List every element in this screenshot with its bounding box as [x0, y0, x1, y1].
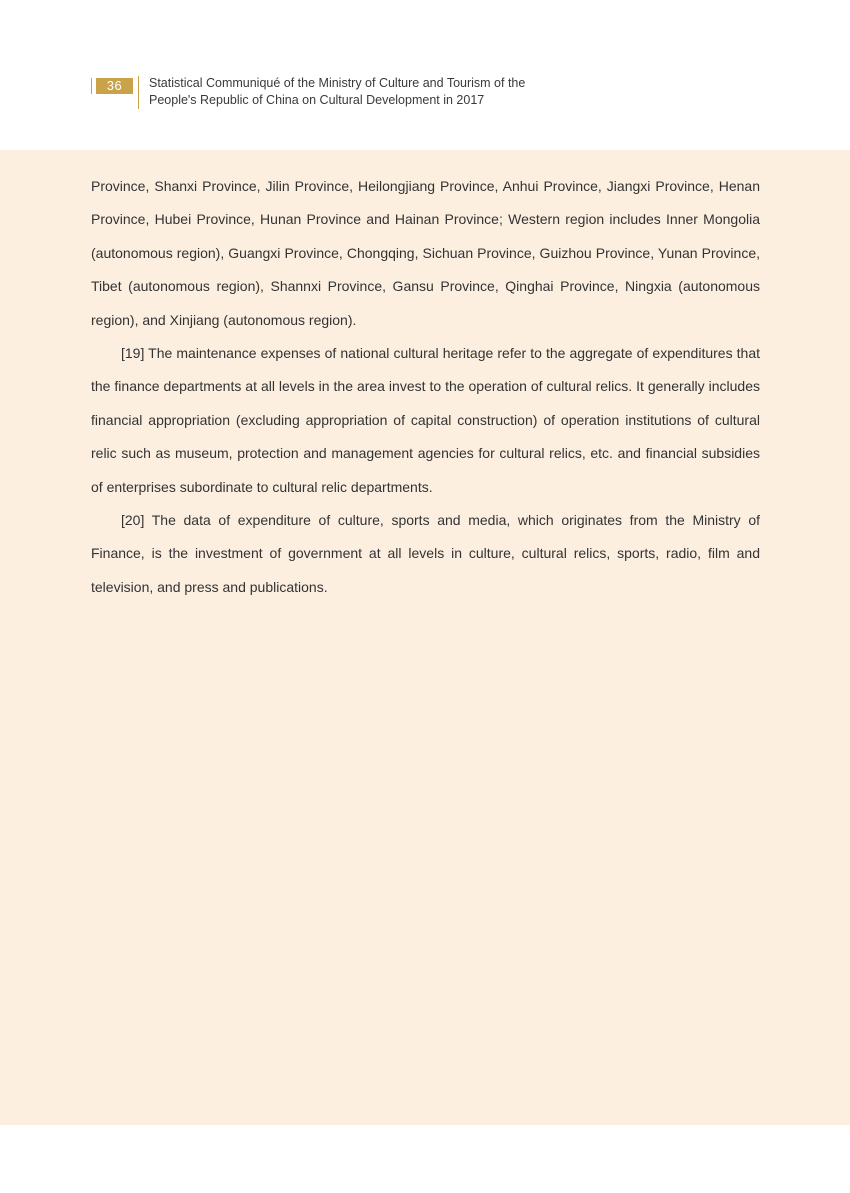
page-header [0, 0, 850, 150]
page-number-block [91, 76, 133, 96]
running-title-line-2: People's Republic of China on Cultural Development in 2017 [149, 93, 485, 107]
page-number: 36 [96, 78, 133, 94]
header-divider [138, 76, 139, 109]
body-text [91, 170, 760, 604]
paragraph-regions-continued: Province, Shanxi Province, Jilin Province, Heilongjiang Province, Anhui Province, Jiangxi Province, Henan Province, Hubei Province, Hunan Province and Hainan Province; Western region includes Inner Mongolia (autonomous region), Guangxi Province, Chongqing, Sichuan Province, Guizhou Province, Yunan Province, Tibet (autonomous region), Shannxi Province, Gansu Province, Qinghai Province, Ningxia (autonomous region), and Xinjiang (autonomous region). [91, 178, 760, 328]
running-title [149, 75, 525, 109]
header-divider-left [91, 78, 92, 94]
paragraph-note-19: [19] The maintenance expenses of national cultural heritage refer to the aggregate of expenditures that the finance departments at all levels in the area invest to the operation of cultural relics. It generally includes financial appropriation (excluding appropriation of capital construction) of operation institutions of cultural relic such as museum, protection and management agencies for cultural relics, etc. and financial subsidies of enterprises subordinate to cultural relic departments. [91, 345, 760, 495]
paragraph-note-20: [20] The data of expenditure of culture, sports and media, which originates from the Ministry of Finance, is the investment of government at all levels in culture, cultural relics, sports, radio, film and television, and press and publications. [91, 512, 760, 595]
running-title-line-1: Statistical Communiqué of the Ministry of Culture and Tourism of the [149, 76, 526, 90]
